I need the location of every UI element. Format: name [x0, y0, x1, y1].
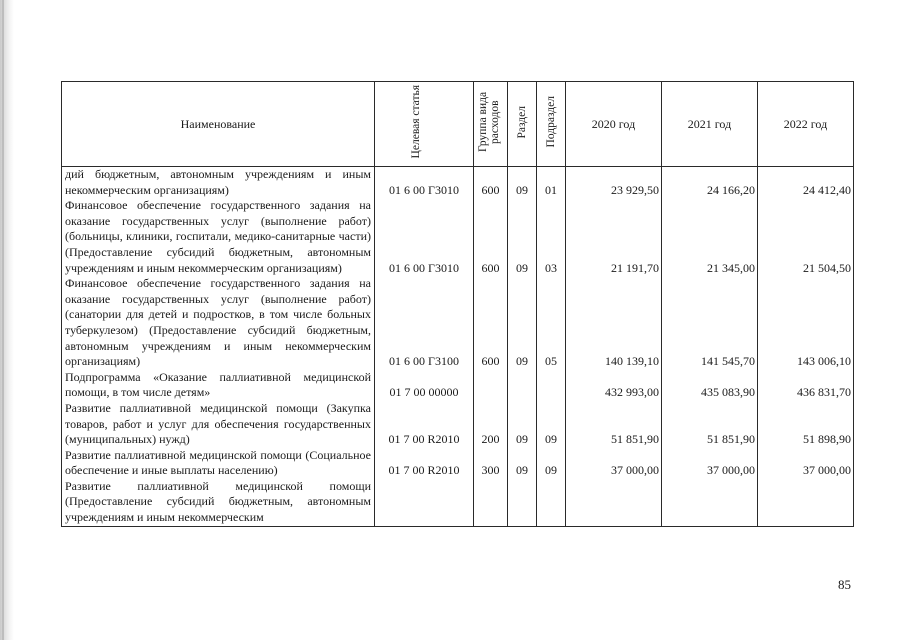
table-header	[62, 82, 854, 167]
row-section: 09	[508, 198, 537, 276]
header-target-article: Целевая статья	[375, 82, 474, 167]
header-year-2020: 2020 год	[566, 82, 662, 167]
row-expense-group	[474, 370, 508, 401]
row-subsection	[537, 479, 566, 526]
row-name: Финансовое обеспечение государственного задания на оказание государственных услуг (выполнение работ) (больницы, клиники, госпитали, медико-санитарные части) (Предоставление субсидий бюджетным, автономным учреждениям и иным некоммерческим организациям)	[62, 198, 375, 276]
row-expense-group: 300	[474, 448, 508, 479]
page-number: 85	[838, 577, 851, 592]
header-name: Наименование	[62, 82, 375, 167]
row-amount-2021: 141 545,70	[662, 276, 758, 370]
table-row	[62, 448, 854, 479]
row-section: 09	[508, 448, 537, 479]
row-target-article: 01 6 00 Г3010	[375, 198, 474, 276]
row-amount-2022: 21 504,50	[758, 198, 854, 276]
row-subsection: 01	[537, 167, 566, 199]
row-section: 09	[508, 401, 537, 448]
row-name: дий бюджетным, автономным учреждениям и иным некоммерческим организациям)	[62, 167, 375, 199]
row-amount-2021: 51 851,90	[662, 401, 758, 448]
row-amount-2021: 24 166,20	[662, 167, 758, 199]
header-year-2021: 2021 год	[662, 82, 758, 167]
header-year-2022: 2022 год	[758, 82, 854, 167]
row-amount-2022	[758, 479, 854, 526]
row-subsection: 09	[537, 401, 566, 448]
row-target-article: 01 7 00 00000	[375, 370, 474, 401]
row-target-article: 01 6 00 Г3010	[375, 167, 474, 199]
row-amount-2020	[566, 479, 662, 526]
row-amount-2020: 21 191,70	[566, 198, 662, 276]
row-subsection: 03	[537, 198, 566, 276]
row-amount-2022: 143 006,10	[758, 276, 854, 370]
row-expense-group: 200	[474, 401, 508, 448]
row-section: 09	[508, 276, 537, 370]
row-amount-2021: 37 000,00	[662, 448, 758, 479]
row-subsection: 09	[537, 448, 566, 479]
row-target-article: 01 7 00 R2010	[375, 401, 474, 448]
header-row	[62, 82, 854, 167]
row-expense-group	[474, 479, 508, 526]
row-amount-2020: 432 993,00	[566, 370, 662, 401]
row-section	[508, 370, 537, 401]
scan-left-edge-shadow	[0, 0, 14, 640]
row-amount-2021	[662, 479, 758, 526]
table-row	[62, 370, 854, 401]
row-expense-group: 600	[474, 198, 508, 276]
row-amount-2020: 23 929,50	[566, 167, 662, 199]
row-expense-group: 600	[474, 167, 508, 199]
row-amount-2021: 21 345,00	[662, 198, 758, 276]
row-name: Развитие паллиативной медицинской помощи (Предоставление субсидий бюджетным, автономным учреждениям и иным некоммерческим	[62, 479, 375, 526]
table-row	[62, 479, 854, 526]
table-body	[62, 167, 854, 527]
row-name: Развитие паллиативной медицинской помощи (Социальное обеспечение и иные выплаты населению)	[62, 448, 375, 479]
header-section: Раздел	[508, 82, 537, 167]
row-amount-2022: 24 412,40	[758, 167, 854, 199]
row-amount-2022: 436 831,70	[758, 370, 854, 401]
row-amount-2020: 37 000,00	[566, 448, 662, 479]
row-amount-2022: 37 000,00	[758, 448, 854, 479]
budget-table	[61, 81, 854, 527]
row-name: Развитие паллиативной медицинской помощи (Закупка товаров, работ и услуг для обеспечения государственных (муниципальных) нужд)	[62, 401, 375, 448]
table-row	[62, 276, 854, 370]
row-amount-2020: 51 851,90	[566, 401, 662, 448]
header-subsection: Подраздел	[537, 82, 566, 167]
row-amount-2020: 140 139,10	[566, 276, 662, 370]
table-row	[62, 167, 854, 199]
row-name: Подпрограмма «Оказание паллиативной медицинской помощи, в том числе детям»	[62, 370, 375, 401]
row-amount-2021: 435 083,90	[662, 370, 758, 401]
table-row	[62, 198, 854, 276]
table-row	[62, 401, 854, 448]
row-target-article	[375, 479, 474, 526]
row-section: 09	[508, 167, 537, 199]
row-subsection	[537, 370, 566, 401]
row-expense-group: 600	[474, 276, 508, 370]
row-amount-2022: 51 898,90	[758, 401, 854, 448]
row-section	[508, 479, 537, 526]
row-subsection: 05	[537, 276, 566, 370]
header-expense-group: Группа вида расходов	[474, 82, 508, 167]
row-name: Финансовое обеспечение государственного задания на оказание государственных услуг (выполнение работ) (санатории для детей и подростков, в том числе больных туберкулезом) (Предоставление субсидий бюджетным, автономным учреждениям и иным некоммерческим организациям)	[62, 276, 375, 370]
row-target-article: 01 6 00 Г3100	[375, 276, 474, 370]
row-target-article: 01 7 00 R2010	[375, 448, 474, 479]
